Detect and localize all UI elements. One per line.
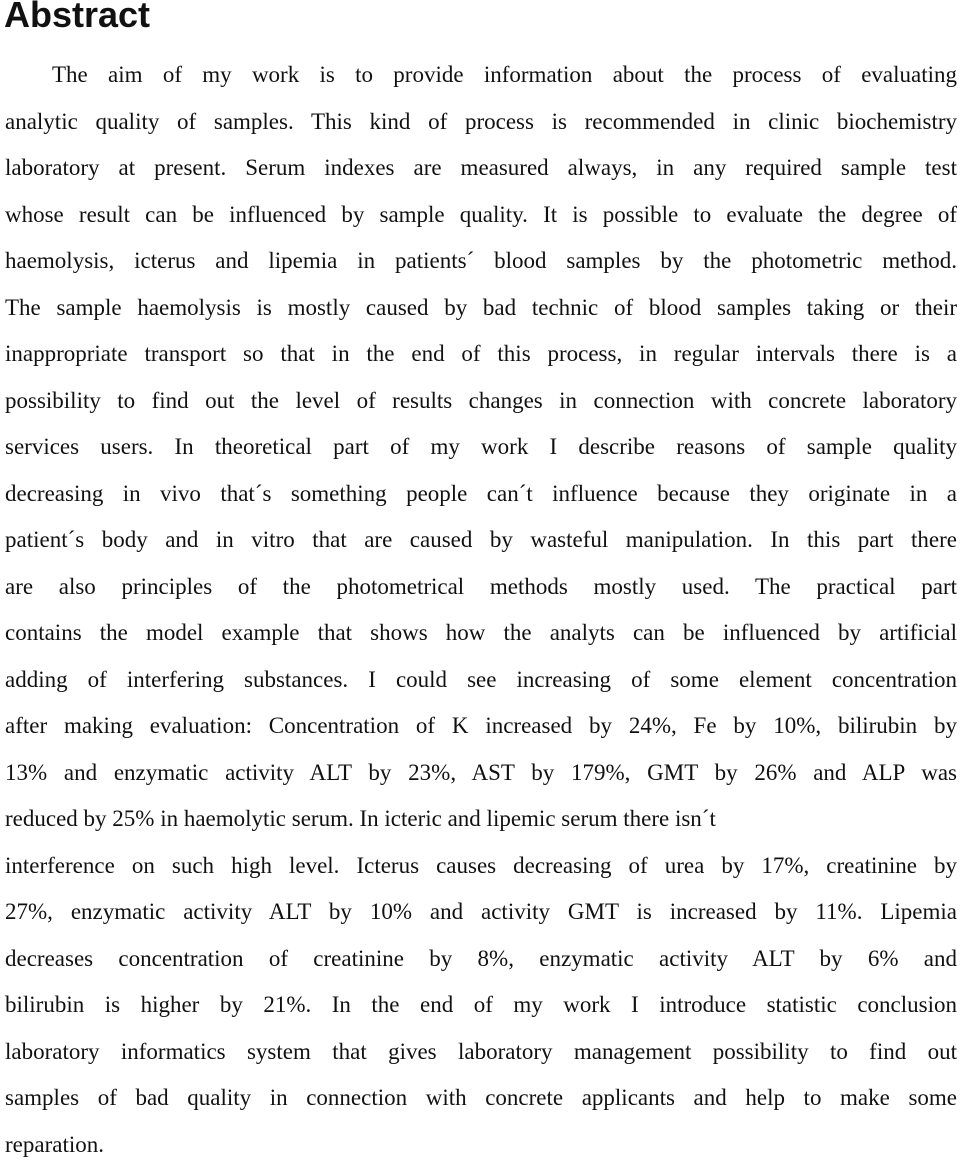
text-line: laboratory at present. Serum indexes are measured always, in any required sample test — [5, 145, 957, 192]
text-line: reparation. — [5, 1122, 957, 1168]
text-line: contains the model example that shows how the analyts can be influenced by artificial — [5, 610, 957, 657]
text-line: 13% and enzymatic activity ALT by 23%, AST by 179%, GMT by 26% and ALP was — [5, 750, 957, 797]
text-line: possibility to find out the level of results changes in connection with concrete laboratory — [5, 378, 957, 425]
text-line: decreases concentration of creatinine by 8%, enzymatic activity ALT by 6% and — [5, 936, 957, 983]
text-line: laboratory informatics system that gives laboratory management possibility to find out — [5, 1029, 957, 1076]
text-line: decreasing in vivo that´s something people can´t influence because they originate in a — [5, 471, 957, 518]
text-line: samples of bad quality in connection with concrete applicants and help to make some — [5, 1075, 957, 1122]
text-line: The aim of my work is to provide information about the process of evaluating — [5, 52, 957, 99]
text-line: interference on such high level. Icterus causes decreasing of urea by 17%, creatinine by — [5, 843, 957, 890]
text-line: analytic quality of samples. This kind of process is recommended in clinic biochemistry — [5, 99, 957, 146]
text-line: bilirubin is higher by 21%. In the end of my work I introduce statistic conclusion — [5, 982, 957, 1029]
text-line: inappropriate transport so that in the end of this process, in regular intervals there is a — [5, 331, 957, 378]
text-line: are also principles of the photometrical methods mostly used. The practical part — [5, 564, 957, 611]
text-line: patient´s body and in vitro that are caused by wasteful manipulation. In this part there — [5, 517, 957, 564]
text-line: services users. In theoretical part of my work I describe reasons of sample quality — [5, 424, 957, 471]
abstract-paragraph — [5, 52, 957, 1168]
text-line: after making evaluation: Concentration of K increased by 24%, Fe by 10%, bilirubin by — [5, 703, 957, 750]
text-line: whose result can be influenced by sample quality. It is possible to evaluate the degree of — [5, 192, 957, 239]
abstract-heading: Abstract — [4, 0, 150, 37]
text-line: The sample haemolysis is mostly caused by bad technic of blood samples taking or their — [5, 285, 957, 332]
text-line: adding of interfering substances. I could see increasing of some element concentration — [5, 657, 957, 704]
text-line: haemolysis, icterus and lipemia in patients´ blood samples by the photometric method. — [5, 238, 957, 285]
text-line: reduced by 25% in haemolytic serum. In icteric and lipemic serum there isn´t — [5, 796, 957, 843]
text-line: 27%, enzymatic activity ALT by 10% and activity GMT is increased by 11%. Lipemia — [5, 889, 957, 936]
